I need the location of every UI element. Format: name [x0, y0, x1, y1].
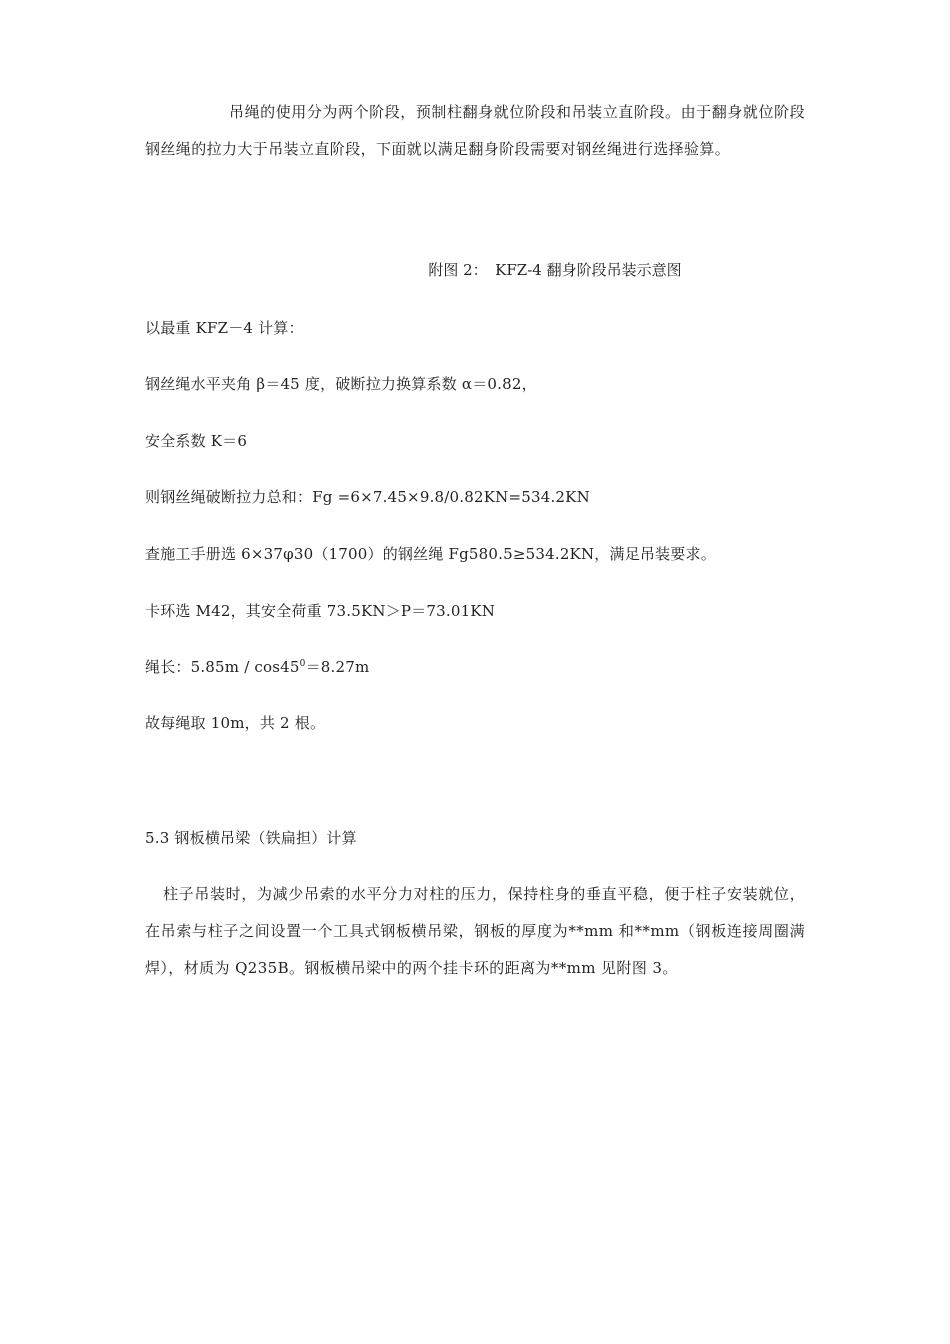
calc-rope-choice-line: 查施工手册选 6×37φ30（1700）的钢丝绳 Fg580.5≥534.2KN，满足吊装要求。: [145, 545, 716, 563]
calc-safety-line: 安全系数 K＝6: [145, 432, 248, 450]
calc-basis-line: 以最重 KFZ－4 计算：: [145, 319, 304, 337]
section-heading: 5.3 钢板横吊梁（铁扁担）计算: [145, 829, 357, 847]
degree-superscript: 0: [299, 659, 306, 669]
rope-length-prefix: 绳长：5.85m / cos45: [145, 658, 300, 676]
calc-total-force-line: 则钢丝绳破断拉力总和：Fg =6×7.45×9.8/0.82KN=534.2KN: [145, 488, 590, 506]
calc-rope-length-line: [145, 657, 369, 677]
calc-rope-count-line: 故每绳取 10m，共 2 根。: [145, 714, 326, 732]
figure-caption: 附图 2： KFZ-4 翻身阶段吊装示意图: [428, 261, 682, 279]
calc-shackle-line: 卡环选 M42，其安全荷重 73.5KN＞P＝73.01KN: [145, 602, 496, 620]
calc-angle-line: 钢丝绳水平夹角 β＝45 度，破断拉力换算系数 α＝0.82，: [145, 375, 537, 393]
intro-paragraph: 吊绳的使用分为两个阶段，预制柱翻身就位阶段和吊装立直阶段。由于翻身就位阶段钢丝绳的拉力大于吊装立直阶段，下面就以满足翻身阶段需要对钢丝绳进行选择验算。: [145, 103, 805, 158]
section-paragraph: 柱子吊装时，为减少吊索的水平分力对柱的压力，保持柱身的垂直平稳，便于柱子安装就位，在吊索与柱子之间设置一个工具式钢板横吊梁，钢板的厚度为**mm 和**mm（钢板连接周圈满焊），材质为 Q235B。钢板横吊梁中的两个挂卡环的距离为**mm 见附图 3。: [145, 885, 805, 977]
rope-length-suffix: ＝8.27m: [305, 658, 370, 676]
